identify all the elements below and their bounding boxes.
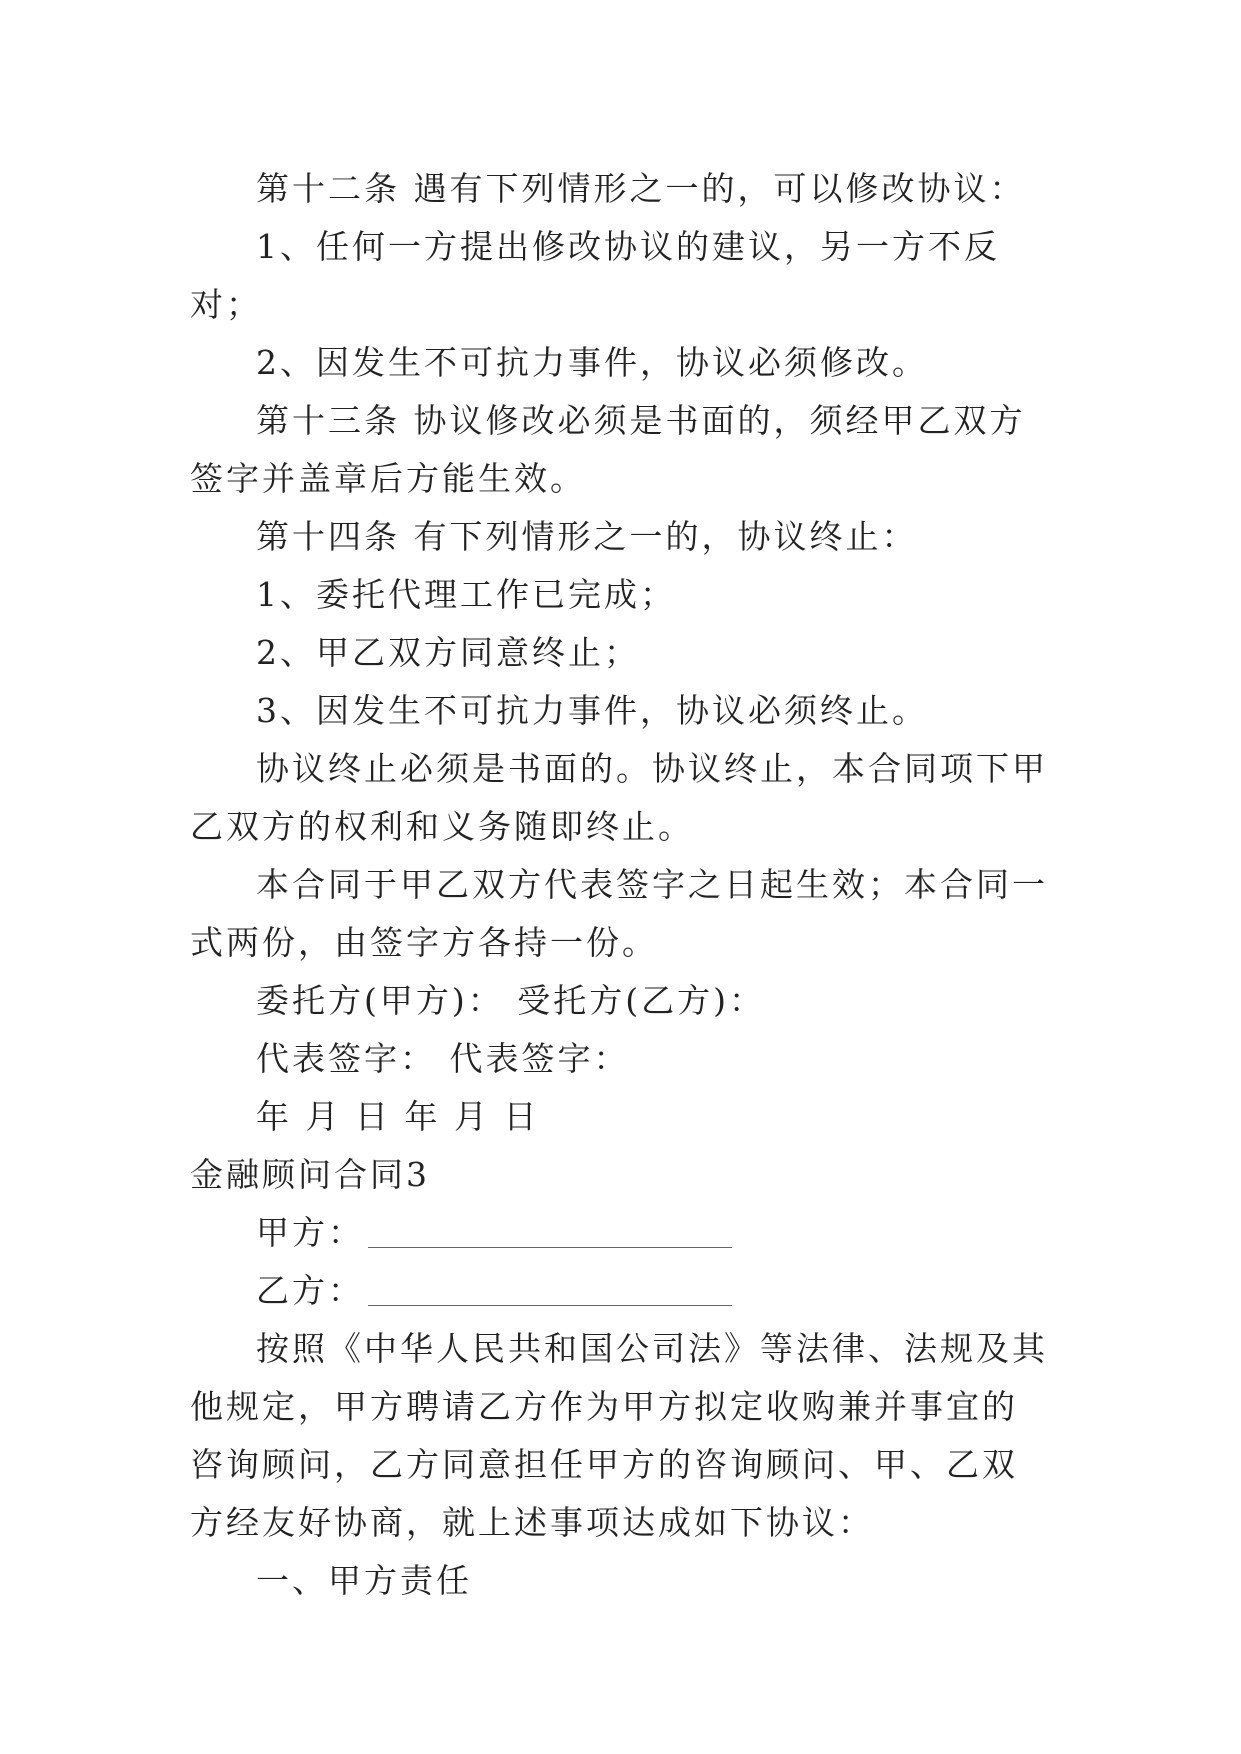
clause-14-item-1: 1、委托代理工作已完成； [256,575,676,614]
clause-14-item-2: 2、甲乙双方同意终止； [256,633,640,672]
party-a-blank[interactable] [368,1217,732,1248]
document-body [190,160,1050,1610]
date-line: 年 月 日 年 月 日 [256,1097,540,1136]
clause-14: 第十四条 有下列情形之一的，协议终止： [256,517,918,556]
party-b-line [190,1262,1050,1320]
heading-party-a-responsibility: 一、甲方责任 [256,1561,472,1600]
intro-paragraph: 按照《中华人民共和国公司法》等法律、法规及其他规定，甲方聘请乙方作为甲方拟定收购兼并事宜的咨询顾问，乙方同意担任甲方的咨询顾问、甲、乙双方经友好协商，就上述事项达成如下协议： [190,1329,1048,1542]
clause-12-item-1: 1、任何一方提出修改协议的建议，另一方不反对； [190,227,1000,324]
party-a-line [190,1204,1050,1262]
party-b-label: 乙方： [256,1271,364,1310]
clause-12-item-2: 2、因发生不可抗力事件，协议必须修改。 [256,343,928,382]
clause-12: 第十二条 遇有下列情形之一的，可以修改协议： [256,169,1026,208]
party-a-label: 甲方： [256,1213,364,1252]
signature-line: 代表签字： 代表签字： [256,1039,630,1078]
clause-14-item-3: 3、因发生不可抗力事件，协议必须终止。 [256,691,928,730]
parties-line: 委托方(甲方)： 受托方(乙方)： [256,981,765,1020]
party-b-blank[interactable] [368,1275,732,1306]
clause-13: 第十三条 协议修改必须是书面的，须经甲乙双方签字并盖章后方能生效。 [190,401,1026,498]
termination-paragraph: 协议终止必须是书面的。协议终止，本合同项下甲乙双方的权利和义务随即终止。 [190,749,1048,846]
section-title: 金融顾问合同3 [190,1155,430,1194]
effect-paragraph: 本合同于甲乙双方代表签字之日起生效；本合同一式两份，由签字方各持一份。 [190,865,1048,962]
